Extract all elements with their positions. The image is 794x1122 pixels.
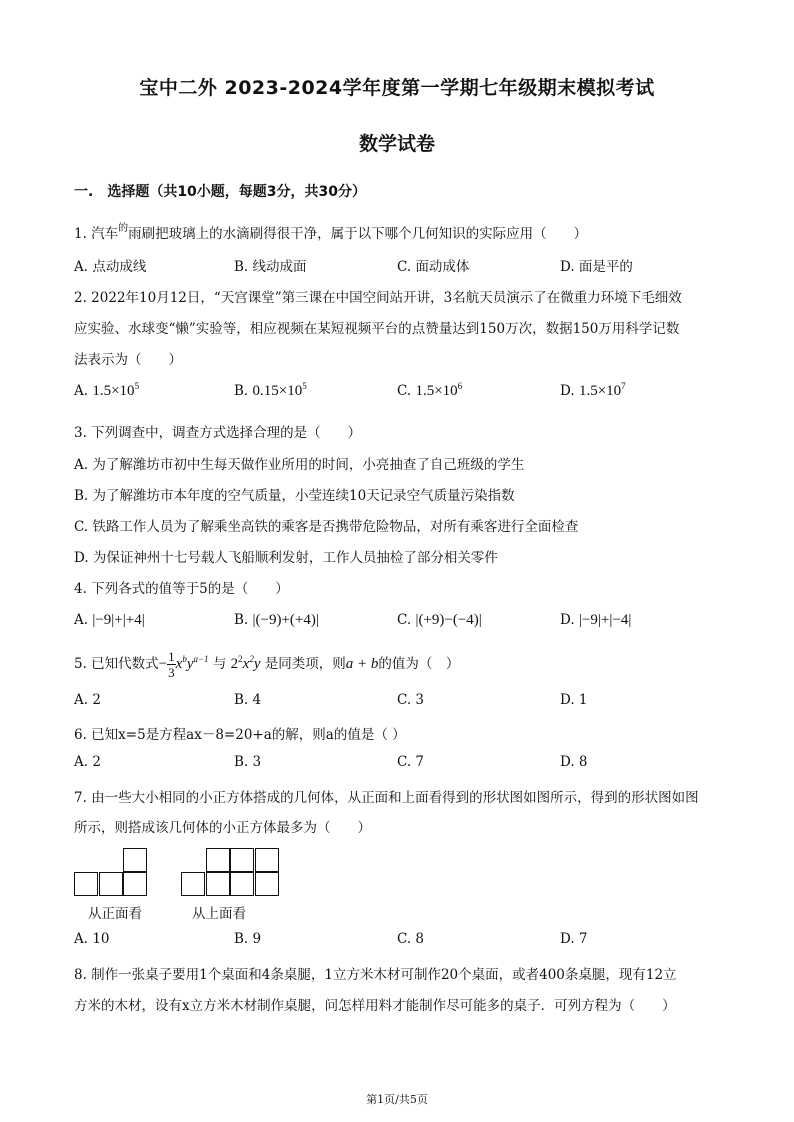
top-view-cell (206, 872, 230, 896)
q3-option-d[interactable]: D. 为保证神州十七号载人飞船顺利发射，工作人员抽检了部分相关零件 (74, 550, 498, 566)
q7-option-b[interactable]: B. 9 (234, 931, 262, 947)
top-view-label: 从上面看 (192, 906, 246, 922)
q5-t2-x: x (242, 656, 250, 672)
q2-label-d: D. (560, 383, 575, 399)
front-view-cell (74, 872, 98, 896)
q4-stem: 4. 下列各式的值等于5的是（ ） (74, 581, 289, 597)
q2-times-a: ×10 (111, 383, 135, 399)
q2-option-c[interactable] (397, 381, 462, 400)
q2-mantissa-c: 1.5 (415, 383, 435, 399)
q5-t1-yexp: a−1 (193, 654, 209, 664)
q5-frac-num: 1 (168, 649, 175, 664)
q4-expr-d: |−9|+|−4| (578, 612, 632, 628)
q1-option-c[interactable]: C. 面动成体 (397, 259, 470, 275)
q2-times-d: ×10 (597, 383, 622, 399)
q2-times-c: ×10 (434, 383, 458, 399)
q5-option-b[interactable]: B. 4 (234, 692, 262, 708)
q3-stem: 3. 下列调查中，调查方式选择合理的是（ ） (74, 425, 362, 441)
q1-text-a: 1. 汽车 (74, 226, 119, 242)
q4-label-c: C. (397, 612, 412, 628)
front-view-label: 从正面看 (88, 906, 142, 922)
q5-t2-coefexp: 2 (238, 654, 243, 664)
q2-line-2: 应实验、水球变“懒”实验等，相应视频在某短视频平台的点赞量达到150万次，数据150万用科学记数 (74, 321, 680, 337)
q2-line-1: 2. 2022年10月12日，“天宫课堂”第三课在中国空间站开讲，3名航天员演示了在微重力环境下毛细效 (74, 290, 682, 306)
q3-option-b[interactable]: B. 为了解潍坊市本年度的空气质量，小莹连续10天记录空气质量污染指数 (74, 488, 515, 504)
q2-label-b: B. (234, 383, 249, 399)
question-1-stem (74, 219, 587, 242)
q1-option-b[interactable]: B. 线动成面 (234, 259, 307, 275)
front-view-cell (123, 872, 147, 896)
q5-suffix: 的值为（ ） (378, 656, 460, 672)
q7-option-a[interactable]: A. 10 (74, 931, 110, 947)
q2-mantissa-b: 0.15 (252, 383, 279, 399)
q6-option-b[interactable]: B. 3 (234, 754, 262, 770)
q4-option-a[interactable] (74, 612, 145, 629)
page-footer: 第1页/共5页 (366, 1093, 428, 1106)
q4-label-b: B. (234, 612, 249, 628)
exam-subtitle: 数学试卷 (358, 133, 435, 155)
top-view-cell (255, 872, 279, 896)
top-view-cell (230, 848, 254, 872)
q5-t2-y: y (253, 656, 261, 672)
q2-option-d[interactable] (560, 381, 626, 400)
front-view-cell (123, 848, 147, 872)
q5-t1-x: x (175, 656, 183, 672)
q5-option-d[interactable]: D. 1 (560, 692, 588, 708)
q1-text-b: 雨刷把玻璃上的水滴刷得很干净，属于以下哪个几何知识的实际应用（ ） (128, 226, 588, 242)
q6-option-d[interactable]: D. 8 (560, 754, 588, 770)
q4-option-c[interactable] (397, 612, 482, 629)
q5-option-a[interactable]: A. 2 (74, 692, 101, 708)
exam-title: 宝中二外 2023-2024学年度第一学期七年级期末模拟考试 (139, 77, 655, 99)
top-view-cell (255, 848, 279, 872)
q1-option-a[interactable]: A. 点动成线 (74, 259, 147, 275)
q2-label-c: C. (397, 383, 412, 399)
q5-mid: 与 (212, 656, 227, 672)
q7-line-2: 所示，则搭成该几何体的小正方体最多为（ ） (74, 820, 371, 836)
q8-line-2: 方米的木材，设有x立方米木材制作桌腿，问怎样用料才能制作尽可能多的桌子．可列方程为（ ） (74, 998, 676, 1014)
q4-label-d: D. (560, 612, 575, 628)
q4-label-a: A. (74, 612, 89, 628)
q2-label-a: A. (74, 383, 89, 399)
q2-exp-a: 5 (134, 381, 140, 391)
top-view-cell (230, 872, 254, 896)
q3-option-c[interactable]: C. 铁路工作人员为了解乘坐高铁的乘客是否携带危险物品，对所有乘客进行全面检查 (74, 519, 579, 535)
q4-option-d[interactable] (560, 612, 631, 629)
section-header: 一. 选择题（共10小题，每题3分，共30分） (74, 184, 367, 200)
q5-mid2: 是同类项，则 (264, 656, 346, 672)
q2-exp-d: 7 (621, 381, 626, 391)
q5-prefix: 5. 已知代数式 (74, 656, 159, 672)
q5-t2-coef: 2 (230, 656, 239, 672)
q5-t2-xexp: 2 (249, 654, 254, 664)
q7-option-c[interactable]: C. 8 (397, 931, 425, 947)
top-view-cell (206, 848, 230, 872)
q7-option-d[interactable]: D. 7 (560, 931, 588, 947)
q2-exp-b: 5 (302, 381, 307, 391)
q4-expr-a: |−9|+|+4| (92, 612, 145, 628)
q4-expr-b: |(−9)+(+4)| (252, 612, 319, 628)
front-view-cell (99, 872, 123, 896)
top-view-cell (181, 872, 205, 896)
q2-option-a[interactable] (74, 381, 139, 400)
q2-exp-c: 6 (457, 381, 463, 391)
q5-fraction (167, 649, 176, 680)
q2-line-3: 法表示为（ ） (74, 352, 182, 368)
q5-ab: a + b (345, 656, 379, 672)
q5-frac-den: 3 (168, 665, 175, 680)
q2-times-b: ×10 (278, 383, 303, 399)
q7-line-1: 7. 由一些大小相同的小正方体搭成的几何体，从正面和上面看得到的形状图如图所示，得到的形状图如图 (74, 790, 699, 806)
q6-stem: 6. 已知x=5是方程ax－8=20+a的解，则a的值是（ ） (74, 727, 406, 743)
q2-mantissa-d: 1.5 (578, 383, 598, 399)
q1-option-d[interactable]: D. 面是平的 (560, 259, 633, 275)
q8-line-1: 8. 制作一张桌子要用1个桌面和4条桌腿，1立方米木材可制作20个桌面，或者400条桌腿，现有12立 (74, 967, 677, 983)
front-view-figure (74, 848, 152, 898)
q2-mantissa-a: 1.5 (92, 383, 112, 399)
q5-neg: − (158, 656, 168, 672)
q5-stem (74, 649, 459, 680)
top-view-figure (181, 848, 283, 898)
q5-option-c[interactable]: C. 3 (397, 692, 425, 708)
q2-option-b[interactable] (234, 381, 307, 400)
q5-t1-y: y (186, 656, 194, 672)
q1-text-small: 的 (118, 223, 129, 234)
q4-option-b[interactable] (234, 612, 319, 629)
q6-option-a[interactable]: A. 2 (74, 754, 101, 770)
q3-option-a[interactable]: A. 为了解潍坊市初中生每天做作业所用的时间，小亮抽查了自己班级的学生 (74, 457, 525, 473)
q6-option-c[interactable]: C. 7 (397, 754, 425, 770)
q4-expr-c: |(+9)−(−4)| (415, 612, 482, 628)
q5-t1-xexp: b (182, 654, 187, 664)
